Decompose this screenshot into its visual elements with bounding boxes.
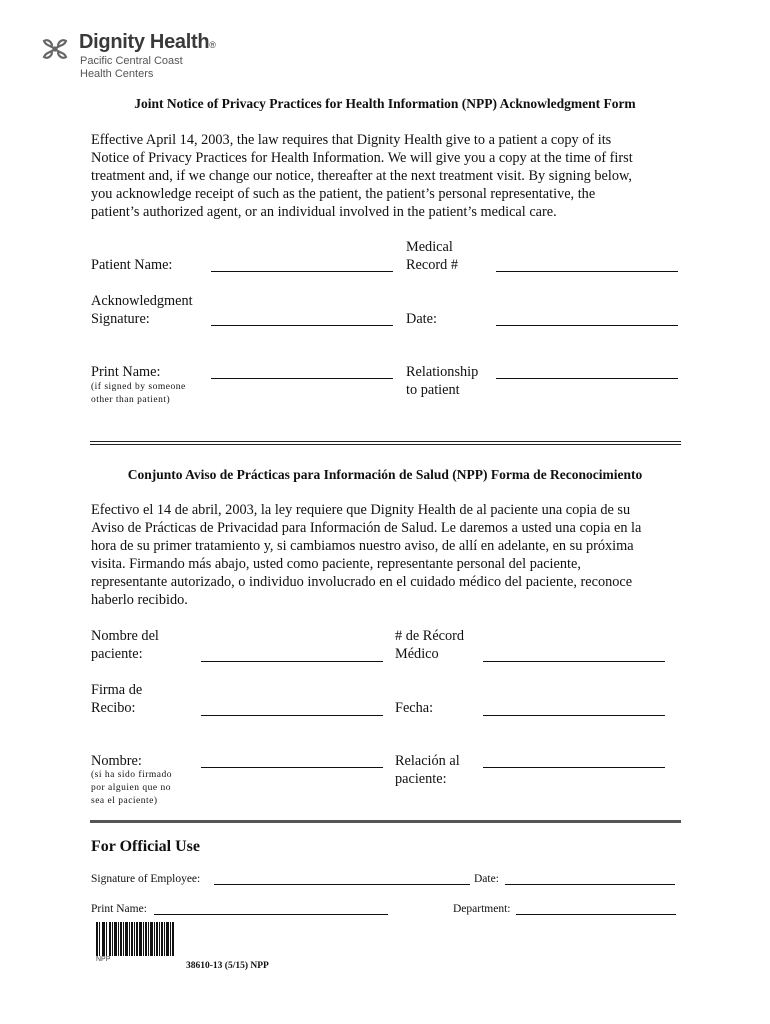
employee-signature-label: Signature of Employee: xyxy=(91,873,201,885)
relationship-field[interactable] xyxy=(496,378,678,379)
date-label: Date: xyxy=(406,311,437,327)
nombre-field[interactable] xyxy=(201,767,383,768)
official-print-name-field[interactable] xyxy=(154,914,388,915)
firma-label: Firma de Recibo: xyxy=(91,682,143,716)
nombre-paciente-field[interactable] xyxy=(201,661,383,662)
nombre-paciente-label: Nombre del paciente: xyxy=(91,628,159,662)
medical-record-field[interactable] xyxy=(496,271,678,272)
date-field[interactable] xyxy=(496,325,678,326)
english-paragraph: Effective April 14, 2003, the law requires that Dignity Health give to a patient a copy of its Notice of Privacy Practices for Health Information. We will give you a copy at the time of first treatment and, if we change our notice, thereafter at the next treatment visit. By signing below, you acknowledge receipt of such as the patient, the patient’s personal representative, the patient’s authorized agent, or an individual involved in the patient’s medical care. xyxy=(91,132,633,220)
medical-record-label: Medical Record # xyxy=(406,239,459,273)
ack-signature-label: Acknowledgment Signature: xyxy=(91,293,193,327)
section-divider xyxy=(90,441,681,445)
nombre-label: Nombre: xyxy=(91,753,142,769)
record-medico-label: # de Récord Médico xyxy=(395,628,465,662)
ack-signature-field[interactable] xyxy=(211,325,393,326)
logo-subtitle-1: Pacific Central Coast xyxy=(80,55,183,67)
employee-signature-field[interactable] xyxy=(214,884,470,885)
patient-name-label: Patient Name: xyxy=(91,257,173,273)
spanish-paragraph: Efectivo el 14 de abril, 2003, la ley requiere que Dignity Health de al paciente una copia de su Aviso de Prácticas de Privacidad para Información de Salud. Le daremos a usted una copia en la hora de su primer tratamiento y, si cambiamos nuestro aviso, de allí en adelante, en su próxima visita. Firmando más abajo, usted como paciente, representante personal del paciente, representante autorizado, o individuo involucrado en el cuidado médico del paciente, reconoce haberlo recibido. xyxy=(91,502,642,608)
relacion-field[interactable] xyxy=(483,767,665,768)
logo-subtitle-2: Health Centers xyxy=(80,68,154,80)
english-title: Joint Notice of Privacy Practices for Health Information (NPP) Acknowledgment Form xyxy=(134,96,636,111)
relacion-label: Relación al paciente: xyxy=(395,753,460,787)
official-divider xyxy=(90,820,681,823)
official-date-label: Date: xyxy=(474,873,499,885)
official-date-field[interactable] xyxy=(505,884,675,885)
barcode-icon xyxy=(96,922,176,956)
official-use-heading: For Official Use xyxy=(91,838,201,855)
official-print-name-label: Print Name: xyxy=(91,903,147,915)
dignity-health-logo-icon xyxy=(38,32,72,66)
nombre-note: (si ha sido firmado por alguien que no sea el paciente) xyxy=(91,770,173,806)
print-name-label: Print Name: xyxy=(91,364,161,380)
logo-name: Dignity Health® xyxy=(79,31,216,53)
record-medico-field[interactable] xyxy=(483,661,665,662)
spanish-title: Conjunto Aviso de Prácticas para Información de Salud (NPP) Forma de Reconocimiento xyxy=(127,467,643,482)
fecha-field[interactable] xyxy=(483,715,665,716)
relationship-label: Relationship to patient xyxy=(406,364,479,398)
print-name-field[interactable] xyxy=(211,378,393,379)
barcode-label: NPP xyxy=(96,956,111,963)
fecha-label: Fecha: xyxy=(395,700,434,716)
firma-field[interactable] xyxy=(201,715,383,716)
department-label: Department: xyxy=(453,903,511,915)
print-name-note: (if signed by someone other than patient) xyxy=(91,382,186,405)
department-field[interactable] xyxy=(516,914,676,915)
patient-name-field[interactable] xyxy=(211,271,393,272)
form-code: 38610-13 (5/15) NPP xyxy=(186,961,269,971)
